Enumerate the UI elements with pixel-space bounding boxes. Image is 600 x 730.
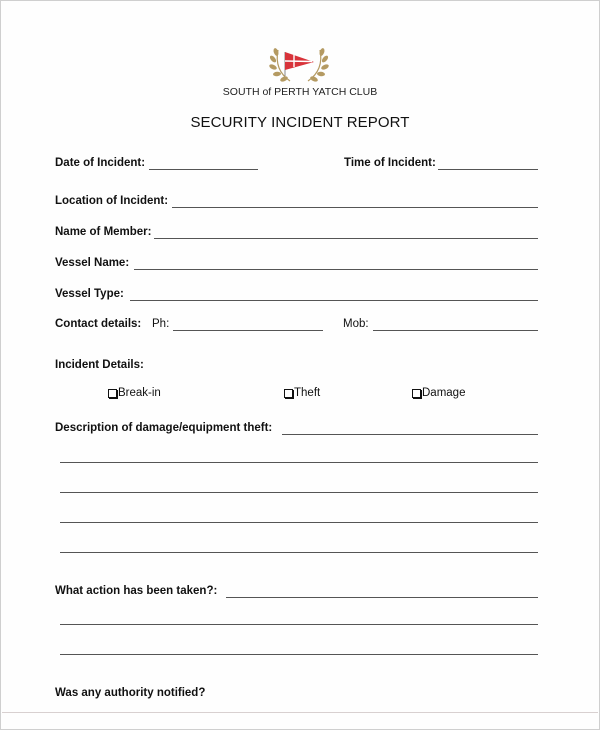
action-taken-field-line-1[interactable] [226, 597, 538, 598]
date-of-incident-field[interactable] [149, 169, 258, 170]
checkbox-icon[interactable] [108, 389, 117, 398]
description-field-line-5[interactable] [60, 552, 538, 553]
authority-notified-label: Was any authority notified? [55, 687, 206, 699]
club-name: SOUTH of PERTH YATCH CLUB [222, 86, 378, 98]
vessel-name-label: Vessel Name: [55, 257, 130, 269]
name-of-member-field[interactable] [154, 238, 538, 239]
action-taken-field-line-2[interactable] [60, 624, 538, 625]
vessel-type-label: Vessel Type: [55, 288, 124, 300]
checkbox-break-in-label: Break-in [118, 387, 161, 399]
yacht-club-burgee-laurel-icon [268, 42, 330, 84]
description-field-line-4[interactable] [60, 522, 538, 523]
action-taken-field-line-3[interactable] [60, 654, 538, 655]
location-of-incident-label: Location of Incident: [55, 195, 169, 207]
checkbox-icon[interactable] [412, 389, 421, 398]
page-bottom-divider [2, 712, 598, 713]
mobile-label: Mob: [343, 318, 369, 330]
description-label: Description of damage/equipment theft: [55, 422, 273, 434]
description-field-line-3[interactable] [60, 492, 538, 493]
checkbox-break-in[interactable] [108, 387, 161, 399]
vessel-name-field[interactable] [134, 269, 538, 270]
vessel-type-field[interactable] [130, 300, 538, 301]
checkbox-theft-label: Theft [294, 387, 321, 399]
incident-details-label: Incident Details: [55, 359, 144, 371]
checkbox-damage[interactable] [412, 387, 465, 399]
checkbox-theft[interactable] [284, 387, 320, 399]
checkbox-damage-label: Damage [422, 387, 466, 399]
page-title: SECURITY INCIDENT REPORT [190, 114, 410, 131]
name-of-member-label: Name of Member: [55, 226, 152, 238]
date-of-incident-label: Date of Incident: [55, 157, 146, 169]
phone-field[interactable] [173, 330, 323, 331]
phone-label: Ph: [152, 318, 170, 330]
description-field-line-2[interactable] [60, 462, 538, 463]
time-of-incident-label: Time of Incident: [344, 157, 436, 169]
checkbox-icon[interactable] [284, 389, 293, 398]
contact-details-label: Contact details: [55, 318, 142, 330]
time-of-incident-field[interactable] [438, 169, 538, 170]
action-taken-label: What action has been taken?: [55, 585, 218, 597]
description-field-line-1[interactable] [282, 434, 538, 435]
mobile-field[interactable] [373, 330, 538, 331]
location-of-incident-field[interactable] [172, 207, 538, 208]
